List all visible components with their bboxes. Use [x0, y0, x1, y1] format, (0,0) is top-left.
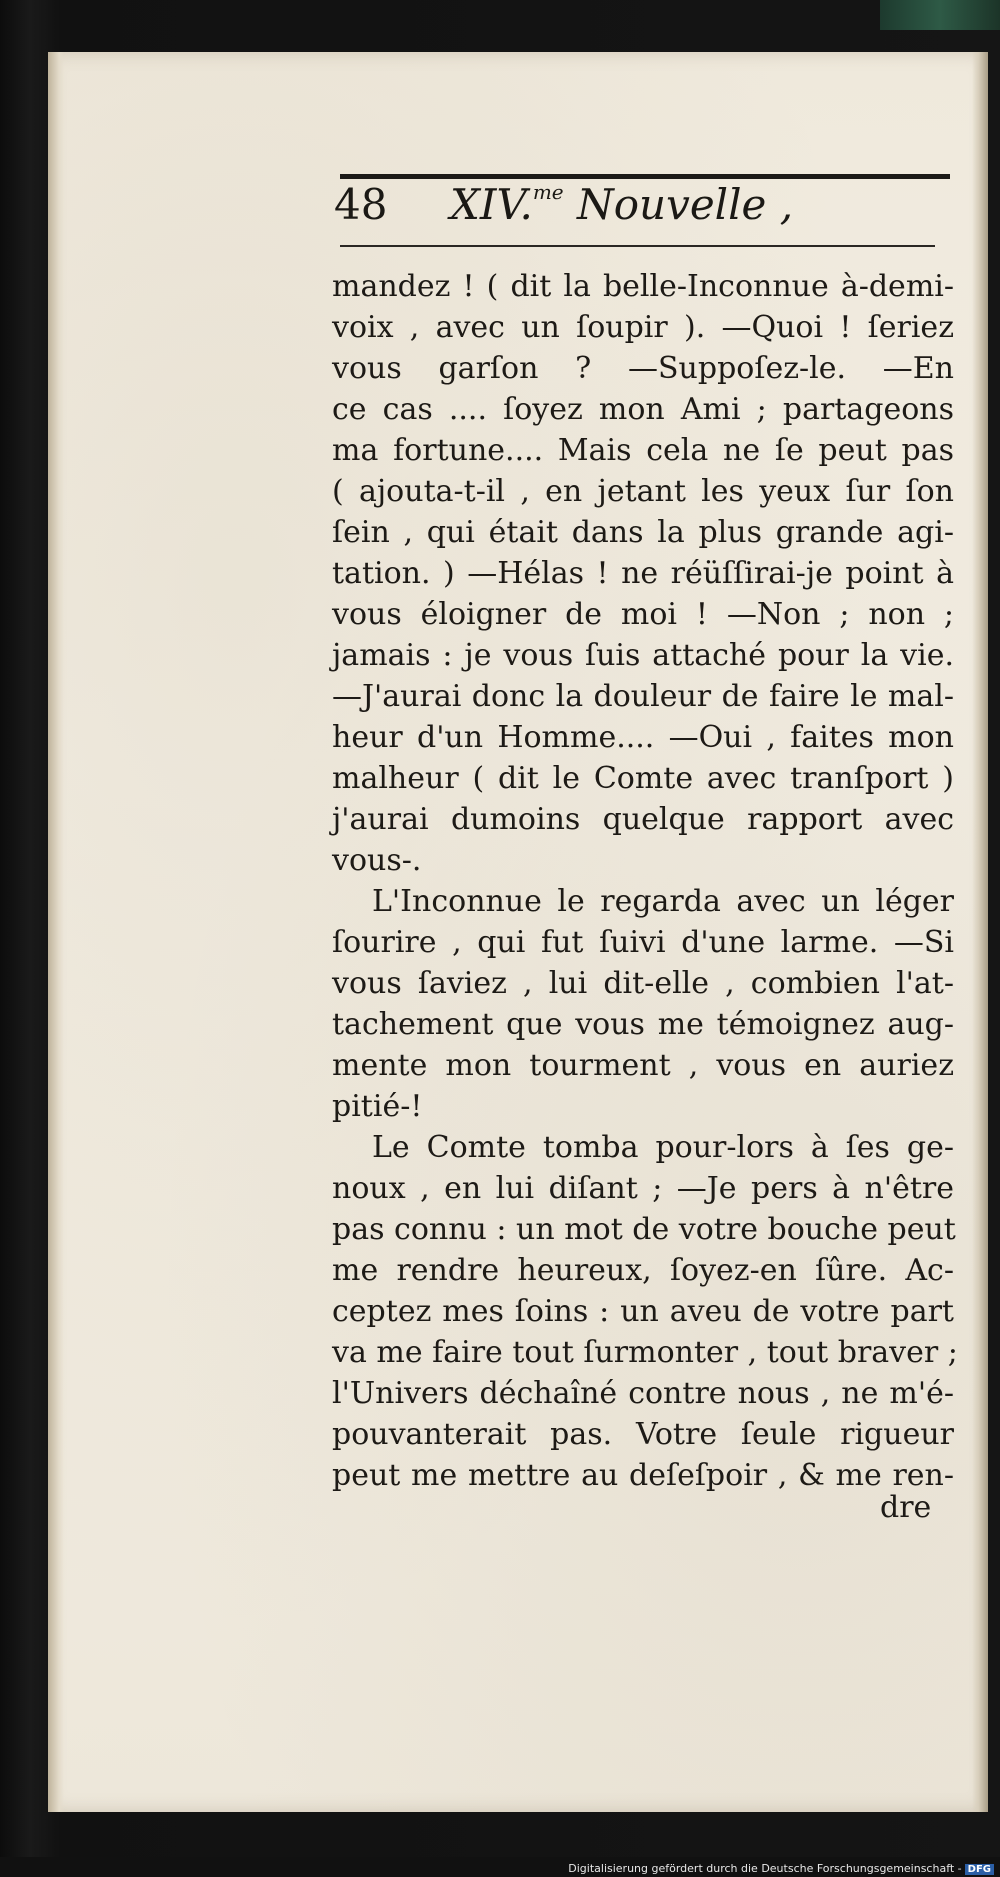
text-line: ce cas .... ſoyez mon Ami ; partageons: [332, 392, 954, 427]
text-line: tation. ) —Hélas ! ne réüſſirai-je point à: [332, 556, 954, 591]
text-line: vous éloigner de moi ! —Non ; non ;: [332, 597, 954, 632]
text-line: mente mon tourment , vous en auriez: [332, 1048, 954, 1083]
text-line: pouvanterait pas. Votre ſeule rigueur: [332, 1417, 954, 1452]
text-line: malheur ( dit le Comte avec tranſport ): [332, 761, 954, 796]
text-line: l'Univers déchaîné contre nous , ne m'é-: [332, 1376, 954, 1411]
text-line: pitié-!: [332, 1089, 423, 1124]
footer-bar: [0, 1857, 1000, 1877]
running-head: [450, 180, 794, 229]
credit-text: Digitalisierung gefördert durch die Deutsche Forschungsgemeinschaft -: [568, 1862, 962, 1875]
page-right-edge: [972, 52, 988, 1812]
dfg-logo-icon: DFG: [965, 1864, 994, 1875]
text-line: voix , avec un ſoupir ). —Quoi ! ſeriez: [332, 310, 954, 345]
text-line: ſourire , qui fut ſuivi d'une larme. —Si: [332, 925, 954, 960]
text-line: vous garſon ? —Suppoſez-le. —En: [332, 351, 954, 386]
text-line: ſein , qui était dans la plus grande agi-: [332, 515, 954, 550]
running-head-title: Nouvelle ,: [577, 180, 794, 229]
text-line: ma fortune.... Mais cela ne ſe peut pas: [332, 433, 954, 468]
text-line-paragraph-start: L'Inconnue le regarda avec un léger: [372, 884, 954, 919]
binding-edge: [880, 0, 1000, 30]
page-header: [330, 178, 950, 242]
text-line: —J'aurai donc la douleur de faire le mal-: [332, 679, 954, 714]
page-number: 48: [334, 180, 388, 229]
running-head-numeral: XIV.: [450, 180, 533, 229]
text-line: heur d'un Homme.... —Oui , faites mon: [332, 720, 954, 755]
text-line: peut me mettre au deſeſpoir , & me ren-: [332, 1458, 954, 1493]
catchword: dre: [880, 1490, 932, 1525]
page-left-edge: [48, 52, 64, 1812]
text-line: vous ſaviez , lui dit-elle , combien l'at-: [332, 966, 954, 1001]
digitization-credit: [568, 1862, 994, 1875]
text-line: va me faire tout ſurmonter , tout braver ;: [332, 1335, 958, 1370]
text-line: pas connu : un mot de votre bouche peut: [332, 1212, 956, 1247]
header-rule-bottom: [340, 245, 935, 247]
body-text: [332, 266, 958, 1496]
text-line: mandez ! ( dit la belle-Inconnue à-demi-: [332, 269, 954, 304]
text-line-paragraph-start: Le Comte tomba pour-lors à ſes ge-: [372, 1130, 954, 1165]
text-line: ( ajouta-t-il , en jetant les yeux ſur ſon: [332, 474, 954, 509]
text-line: vous-.: [332, 843, 422, 878]
running-head-superscript: me: [532, 180, 564, 204]
text-line: j'aurai dumoins quelque rapport avec: [332, 802, 954, 837]
text-line: noux , en lui diſant ; —Je pers à n'être: [332, 1171, 954, 1206]
text-line: jamais : je vous ſuis attaché pour la vie.: [332, 638, 954, 673]
text-line: me rendre heureux, ſoyez-en ſûre. Ac-: [332, 1253, 954, 1288]
text-line: tachement que vous me témoignez aug-: [332, 1007, 954, 1042]
text-line: ceptez mes ſoins : un aveu de votre part: [332, 1294, 954, 1329]
